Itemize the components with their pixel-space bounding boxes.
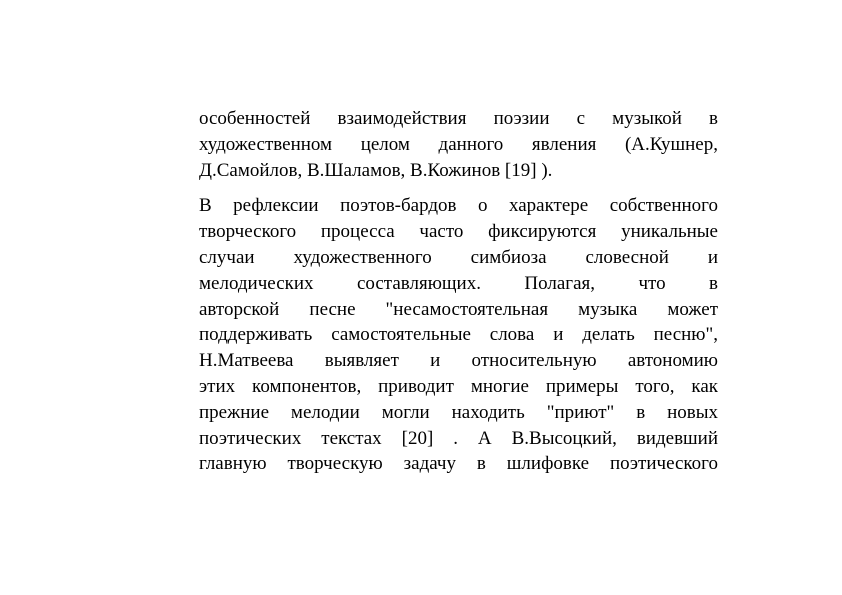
paragraph-1	[199, 106, 718, 183]
text-line: главную творческую задачу в шлифовке поэтического	[199, 453, 718, 475]
text-line: художественном целом данного явления (А.Кушнер,	[199, 133, 718, 155]
text-line: мелодических составляющих. Полагая, что в	[199, 272, 718, 294]
text-line: прежние мелодии могли находить "приют" в новых	[199, 401, 718, 423]
text-line: поддерживать самостоятельные слова и делать песню",	[199, 324, 718, 346]
paragraph-2	[199, 193, 718, 477]
body-text	[199, 106, 718, 477]
text-line: этих компонентов, приводит многие примеры того, как	[199, 375, 718, 397]
text-line: особенностей взаимодействия поэзии с музыкой в	[199, 108, 718, 129]
text-line: авторской песне "несамостоятельная музыка может	[199, 298, 718, 320]
text-line: поэтических текстах [20] . А В.Высоцкий, видевший	[199, 427, 718, 449]
text-line: случаи художественного симбиоза словесной и	[199, 246, 718, 268]
text-line: Д.Самойлов, В.Шаламов, В.Кожинов [19] ).	[199, 159, 553, 181]
text-line: В рефлексии поэтов-бардов о характере собственного	[199, 195, 718, 217]
text-line: Н.Матвеева выявляет и относительную автономию	[199, 350, 718, 372]
text-line: творческого процесса часто фиксируются уникальные	[199, 221, 718, 243]
